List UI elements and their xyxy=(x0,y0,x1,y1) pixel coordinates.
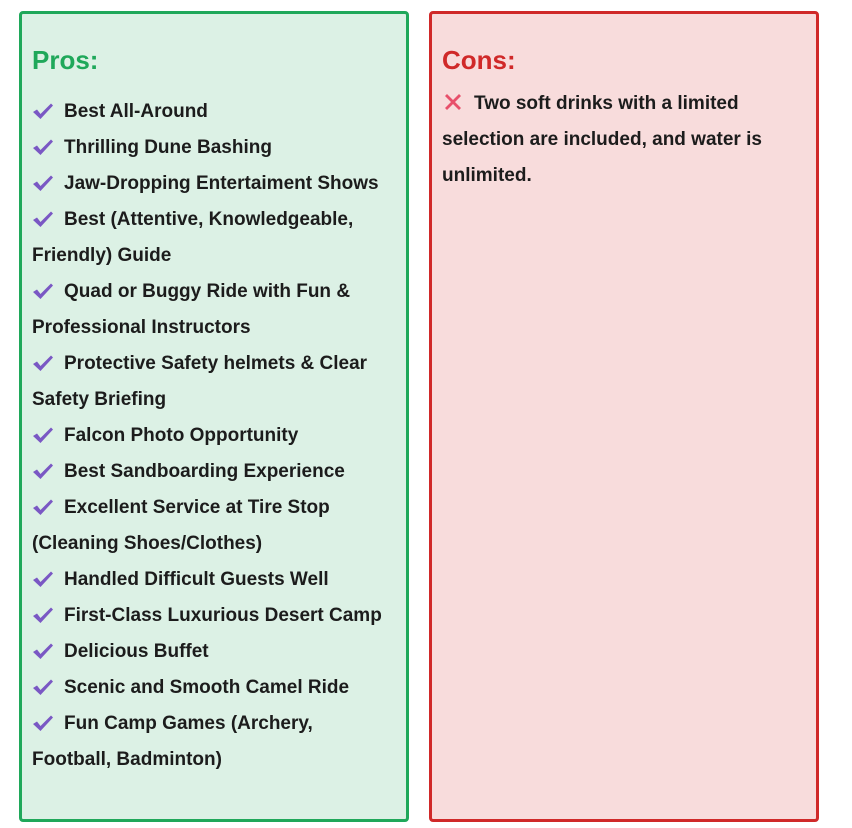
pros-list-item xyxy=(32,130,396,166)
check-icon xyxy=(32,138,54,156)
check-icon xyxy=(32,606,54,624)
pros-list-item xyxy=(32,346,396,418)
pros-heading: Pros: xyxy=(32,45,99,75)
pros-item-text: Handled Difficult Guests Well xyxy=(64,569,329,590)
pros-list-item xyxy=(32,562,396,598)
check-icon xyxy=(32,174,54,192)
cons-heading: Cons: xyxy=(442,45,516,75)
check-icon xyxy=(32,462,54,480)
pros-item-text: Protective Safety helmets & Clear Safety Briefing xyxy=(32,353,368,410)
check-icon xyxy=(32,678,54,696)
check-icon xyxy=(32,354,54,372)
pros-list-item xyxy=(32,490,396,562)
pros-item-text: Best (Attentive, Knowledgeable, Friendly) Guide xyxy=(32,209,354,266)
check-icon xyxy=(32,210,54,228)
pros-item-text: First-Class Luxurious Desert Camp xyxy=(64,605,382,626)
pros-item-text: Falcon Photo Opportunity xyxy=(64,425,299,446)
pros-item-text: Jaw-Dropping Entertaiment Shows xyxy=(64,173,379,194)
check-icon xyxy=(32,102,54,120)
check-icon xyxy=(32,714,54,732)
pros-item-text: Thrilling Dune Bashing xyxy=(64,137,272,158)
pros-list-item xyxy=(32,598,396,634)
pros-item-text: Scenic and Smooth Camel Ride xyxy=(64,677,350,698)
cons-list-item xyxy=(442,86,806,194)
check-icon xyxy=(32,426,54,444)
pros-list-item xyxy=(32,274,396,346)
pros-item-text: Fun Camp Games (Archery, Football, Badminton) xyxy=(32,713,313,770)
cons-box xyxy=(429,11,819,822)
pros-item-text: Quad or Buggy Ride with Fun & Professional Instructors xyxy=(32,281,351,338)
pros-item-text: Best All-Around xyxy=(64,101,208,122)
pros-list-item xyxy=(32,94,396,130)
pros-list-item xyxy=(32,706,396,778)
pros-list-item xyxy=(32,418,396,454)
pros-list-item xyxy=(32,202,396,274)
pros-list-item xyxy=(32,454,396,490)
pros-list xyxy=(32,94,396,778)
pros-item-text: Excellent Service at Tire Stop (Cleaning Shoes/Clothes) xyxy=(32,497,330,554)
check-icon xyxy=(32,570,54,588)
pros-list-item xyxy=(32,166,396,202)
pros-item-text: Best Sandboarding Experience xyxy=(64,461,345,482)
cons-item-text: Two soft drinks with a limited selection are included, and water is unlimited. xyxy=(442,93,762,186)
check-icon xyxy=(32,282,54,300)
check-icon xyxy=(32,642,54,660)
pros-item-text: Delicious Buffet xyxy=(64,641,209,662)
pros-box xyxy=(19,11,409,822)
cons-list xyxy=(442,86,806,194)
check-icon xyxy=(32,498,54,516)
pros-list-item xyxy=(32,634,396,670)
pros-list-item xyxy=(32,670,396,706)
cross-icon xyxy=(442,91,464,113)
